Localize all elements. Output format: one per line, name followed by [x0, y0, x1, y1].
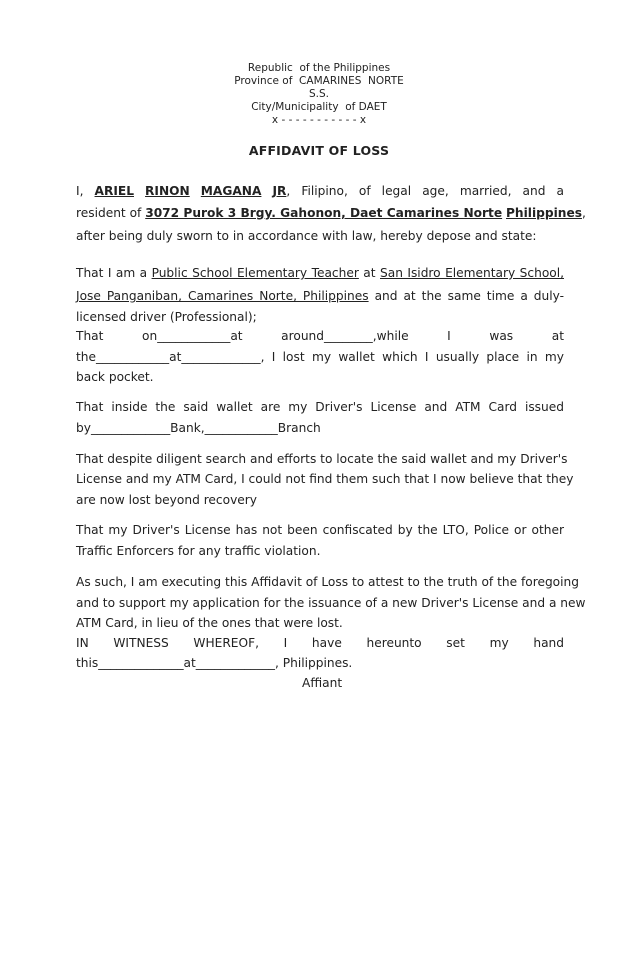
- school-name: San Isidro Elementary School,: [380, 266, 564, 280]
- header-separator: x - - - - - - - - - - - x: [271, 114, 367, 126]
- p1-line-1: [76, 184, 564, 198]
- affiant-first-name: ARIEL: [94, 184, 134, 198]
- affiant-country: Philippines: [506, 206, 582, 220]
- page-title: AFFIDAVIT OF LOSS: [248, 143, 390, 158]
- p4-line-3: are now lost beyond recovery: [76, 493, 258, 507]
- p2-line-3: licensed driver (Professional);: [76, 310, 257, 324]
- affiant-last-name: MAGANA: [200, 184, 262, 198]
- p1-line-2: [76, 206, 586, 220]
- occupation: Public School Elementary Teacher: [151, 266, 359, 280]
- p2-line-5: the____________at_____________, I lost my wallet which I usually place in my: [76, 350, 564, 364]
- p1-resident-label: resident of: [76, 206, 146, 220]
- p6-line-1: As such, I am executing this Affidavit of Loss to attest to the truth of the foregoing: [76, 575, 579, 589]
- p2-at: at: [358, 266, 380, 280]
- p1-line-3: after being duly sworn to in accordance with law, hereby depose and state:: [76, 229, 537, 243]
- p2-line-6: back pocket.: [76, 370, 154, 384]
- p6-line-5: this______________at_____________, Philippines.: [76, 656, 353, 670]
- p3-line-2: by_____________Bank,____________Branch: [76, 421, 321, 435]
- p6-line-2: and to support my application for the issuance of a new Driver's License and a new: [76, 596, 586, 610]
- p1-prefix: I,: [76, 184, 84, 198]
- header-ss: S.S.: [308, 88, 329, 100]
- p2-line-4: That on____________at around________,while I was at: [76, 329, 564, 343]
- p6-line-3: ATM Card, in lieu of the ones that were lost.: [76, 616, 343, 630]
- affiant-address: 3072 Purok 3 Brgy. Gahonon, Daet Camarines Norte: [145, 206, 503, 220]
- p5-line-2: Traffic Enforcers for any traffic violation.: [76, 544, 321, 558]
- p6-line-4: IN WITNESS WHEREOF, I have hereunto set my hand: [76, 636, 564, 650]
- document-header: [0, 62, 638, 127]
- p5-line-1: That my Driver's License has not been confiscated by the LTO, Police or other: [76, 523, 564, 537]
- p3-line-1: That inside the said wallet are my Driver's License and ATM Card issued: [76, 400, 564, 414]
- p4-line-2: License and my ATM Card, I could not find them such that I now believe that they: [76, 472, 574, 486]
- p2-line-1: [76, 266, 564, 280]
- p4-line-1: That despite diligent search and efforts to locate the said wallet and my Driver's: [76, 452, 568, 466]
- p2-line-2: [76, 289, 564, 303]
- affiant-suffix: JR: [272, 184, 287, 198]
- p1-comma: ,: [581, 206, 586, 220]
- affiant-signature-label: Affiant: [302, 676, 343, 690]
- affiant-middle-name: RINON: [145, 184, 190, 198]
- header-city: City/Municipality of DAET: [251, 101, 387, 113]
- header-republic: Republic of the Philippines: [247, 62, 391, 74]
- p2-intro: That I am a: [76, 266, 152, 280]
- p1-line-1-rest: , Filipino, of legal age, married, and a: [286, 184, 565, 198]
- school-location: Jose Panganiban, Camarines Norte, Philippines: [76, 289, 369, 303]
- header-province: Province of CAMARINES NORTE: [234, 75, 404, 87]
- p2-line-2-rest: and at the same time a duly-: [368, 289, 564, 303]
